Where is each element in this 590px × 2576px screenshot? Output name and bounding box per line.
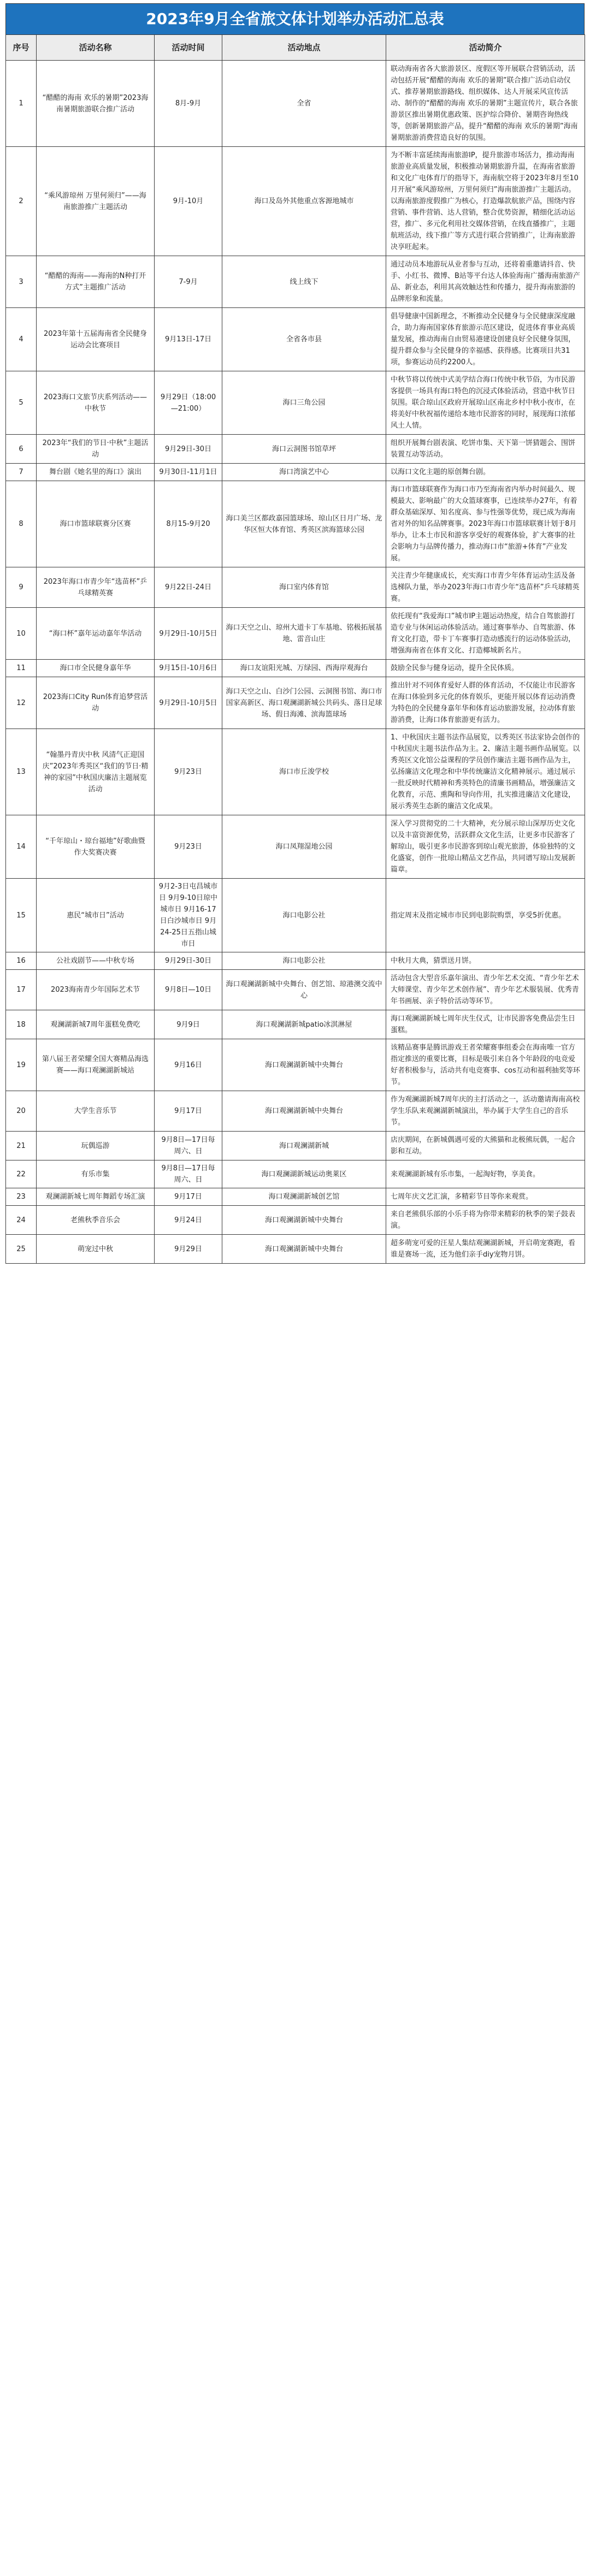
cell-name: 海口市篮球联赛分区赛 xyxy=(37,481,155,567)
cell-intro: 组织开展舞台剧表演、吃饼市集、天下第一饼猜题会、围饼装置互动等活动。 xyxy=(386,435,585,464)
cell-intro: 深入学习贯彻党的二十大精神，充分展示琼山深厚历史文化以及丰富资源优势，活跃群众文化生活，让更多市民游客了解琼山，吸引更多市民游客到琼山观光旅游，体验独特的文化盛宴，创作一批琼山精品文艺作品，共同谱写琼山发展新篇章。 xyxy=(386,815,585,879)
cell-name: 2023海口文旅节庆系列活动——中秋节 xyxy=(37,371,155,435)
cell-place: 全省各市县 xyxy=(222,308,386,371)
table-row xyxy=(6,308,585,371)
cell-time: 9月-10月 xyxy=(155,147,222,256)
cell-number: 10 xyxy=(6,608,37,660)
cell-name: “醋醋的海南——海南的N种打开方式”主题推广活动 xyxy=(37,256,155,308)
table-row xyxy=(6,1091,585,1132)
table-row xyxy=(6,371,585,435)
cell-intro: 海口观澜湖新城七周年庆生仪式，让市民游客免费品尝生日蛋糕。 xyxy=(386,1010,585,1039)
cell-number: 13 xyxy=(6,729,37,815)
cell-number: 22 xyxy=(6,1160,37,1188)
page-title: 2023年9月全省旅文体计划举办活动汇总表 xyxy=(5,3,585,34)
cell-name: 2023年第十五届海南省全民健身运动会比赛项目 xyxy=(37,308,155,371)
cell-intro: 海口市篮球联赛作为海口市乃至海南省内举办时间最久、规模最大、影响最广的大众篮球赛事，已连续举办27年，有着群众基础深厚、知名度高、参与性强等优势，现已成为海南省对外的知名品牌赛事。2023年海口市篮球联赛计划于8月举办，让本土市民和游客享受好的观赛体验，扩大赛事的社会影响力与品牌传播力，推动海口市“旅游+体育”产业发展。 xyxy=(386,481,585,567)
cell-name: 观澜湖新城7周年蛋糕免费吃 xyxy=(37,1010,155,1039)
cell-intro: 指定周末及指定城市市民到电影院购票，享受5折优惠。 xyxy=(386,879,585,952)
table-header-row xyxy=(6,35,585,61)
cell-time: 9月2-3日屯昌城市日 9月9-10日琼中城市日 9月16-17日白沙城市日 9月24-25日五指山城市日 xyxy=(155,879,222,952)
cell-number: 16 xyxy=(6,952,37,970)
cell-place: 全省 xyxy=(222,61,386,147)
cell-time: 8月-9月 xyxy=(155,61,222,147)
cell-time: 9月29日-30日 xyxy=(155,435,222,464)
table-row xyxy=(6,815,585,879)
table-row xyxy=(6,1010,585,1039)
cell-number: 12 xyxy=(6,677,37,729)
cell-time: 9月29日（18:00—21:00） xyxy=(155,371,222,435)
cell-place: 海口观澜湖新城中央舞台 xyxy=(222,1039,386,1091)
cell-name: 惠民“城市日”活动 xyxy=(37,879,155,952)
cell-place: 海口观澜湖新城 xyxy=(222,1132,386,1160)
cell-place: 海口观澜湖新城创艺馆 xyxy=(222,1188,386,1206)
cell-time: 9月17日 xyxy=(155,1091,222,1132)
cell-name: 老熊秋季音乐会 xyxy=(37,1206,155,1235)
cell-time: 9月29日-10月5日 xyxy=(155,677,222,729)
table-row xyxy=(6,256,585,308)
cell-time: 9月29日-10月5日 xyxy=(155,608,222,660)
column-header-intro: 活动简介 xyxy=(386,35,585,61)
cell-intro: 以海口文化主题的原创舞台剧。 xyxy=(386,464,585,481)
cell-time: 9月16日 xyxy=(155,1039,222,1091)
cell-number: 18 xyxy=(6,1010,37,1039)
column-header-name: 活动名称 xyxy=(37,35,155,61)
cell-number: 4 xyxy=(6,308,37,371)
cell-name: 玩偶巡游 xyxy=(37,1132,155,1160)
cell-place: 海口市丘浚学校 xyxy=(222,729,386,815)
cell-name: 第八届王者荣耀全国大赛精品海选赛——海口观澜湖新城站 xyxy=(37,1039,155,1091)
table-row xyxy=(6,1188,585,1206)
cell-intro: 1、中秋国庆主题书法作品展览，以秀英区书法家协会创作的中秋国庆主题书法作品为主。2、廉洁主题书画作品展览。以秀英区文化馆公益课程的学员创作廉洁主题书画作品为主，弘扬廉洁文化理念和中华传统廉洁文化精神展示。通过展示一批反映时代精神和秀英特色的清廉书画精品，增强廉洁文化教育，示范、熏陶和导向作用，扎实推进廉洁文化建设，展示秀英生态新的廉洁文化成果。 xyxy=(386,729,585,815)
cell-place: 海口电影公社 xyxy=(222,879,386,952)
cell-name: 萌宠过中秋 xyxy=(37,1235,155,1264)
cell-intro: 倡导健康中国新理念，不断推动全民健身与全民健康深度融合，助力海南国家体育旅游示范区建设，促进体育事业高质量发展，推动海南自由贸易港建设创建良好全民健身氛围，提升群众参与全民健身的幸福感、获得感。比赛项目共31项，参赛运动员约2200人。 xyxy=(386,308,585,371)
cell-time: 9月8日—17日每周六、日 xyxy=(155,1160,222,1188)
cell-place: 海口凤翔湿地公园 xyxy=(222,815,386,879)
cell-name: 有乐市集 xyxy=(37,1160,155,1188)
table-row xyxy=(6,660,585,677)
cell-place: 海口三角公园 xyxy=(222,371,386,435)
column-header-time: 活动时间 xyxy=(155,35,222,61)
cell-place: 海口及岛外其他重点客源地城市 xyxy=(222,147,386,256)
table-row xyxy=(6,729,585,815)
table-row xyxy=(6,61,585,147)
cell-time: 9月24日 xyxy=(155,1206,222,1235)
column-header-place: 活动地点 xyxy=(222,35,386,61)
cell-time: 9月22日-24日 xyxy=(155,567,222,608)
cell-intro: 中秋节将以传统中式美学结合海口传统中秋节俗，为市民游客提供一场具有海口特色的沉浸式体验活动，营造中秋节日氛围。联合琼山区政府开展琼山区南北乡村中秋小夜市，在将美好中秋祝福传递给本地市民游客的同时，展现海口浓郁风土人情。 xyxy=(386,371,585,435)
cell-number: 19 xyxy=(6,1039,37,1091)
cell-intro: 作为观澜湖新城7周年庆的主打活动之一，活动邀请海南高校学生乐队来观澜湖新城演出，举办属于大学生自己的音乐节。 xyxy=(386,1091,585,1132)
cell-name: 观澜湖新城七周年舞蹈专场汇演 xyxy=(37,1188,155,1206)
cell-place: 海口天空之山、白沙门公园、云洞图书馆、海口市国家高新区、海口观澜湖新城公共码头、落日足球场、假日海滩、滨海篮球场 xyxy=(222,677,386,729)
cell-place: 海口湾演艺中心 xyxy=(222,464,386,481)
cell-number: 21 xyxy=(6,1132,37,1160)
cell-intro: 通过动员本地游玩从业者参与互动，还将着重邀请抖音、快手、小红书、微博、B站等平台达人体验海南广播海南旅游产品、新业态，利用其高效触达性和传播力，提升海南旅游的品牌形象和流量。 xyxy=(386,256,585,308)
table-row xyxy=(6,464,585,481)
cell-intro: 为不断丰富延续海南旅游IP，提升旅游市场活力，推动海南旅游业高质量发展，积极推动暑期旅游升温，在海南省旅游和文化广电体育厅的指导下，海南航空将于2023年8月至10月开展“乘风游琼州，万里何须归”海南旅游推广主题活动。以海南旅游度假推广为核心，打造爆款航旅产品，围绕内容营销、事件营销、达人营销，整合优势资源，精细化活动运营，推广、多元化利用社交媒体营销，在线直播推广，主题航班活动，线下推广等方式进行联合营销推广，让海南旅游决享旺起来。 xyxy=(386,147,585,256)
cell-place: 海口观澜湖新城运动奥莱区 xyxy=(222,1160,386,1188)
cell-intro: 超多萌宠可爱的汪星人集结观澜湖新城，开启萌宠赛跑，看谁是赛场一流，还为他们亲手diy宠物月饼。 xyxy=(386,1235,585,1264)
cell-number: 5 xyxy=(6,371,37,435)
cell-place: 海口天空之山、琼州大道卡丁车基地、铭极拓展基地、雷音山庄 xyxy=(222,608,386,660)
table-row xyxy=(6,1160,585,1188)
cell-name: 舞台剧《她名里的海口》演出 xyxy=(37,464,155,481)
table-row xyxy=(6,1235,585,1264)
cell-intro: 活动包含大型音乐嘉年演出、青少年艺术交流、“青少年艺术大师课堂、青少年艺术创作展”、青少年艺术服装展、优秀青年书画展、亲子特价活动等环节。 xyxy=(386,970,585,1010)
cell-name: 海口市全民健身嘉年华 xyxy=(37,660,155,677)
cell-time: 9月13日-17日 xyxy=(155,308,222,371)
cell-time: 9月15日-10月6日 xyxy=(155,660,222,677)
events-table xyxy=(5,34,585,1264)
cell-time: 9月23日 xyxy=(155,815,222,879)
cell-number: 23 xyxy=(6,1188,37,1206)
cell-number: 17 xyxy=(6,970,37,1010)
cell-intro: 七周年庆文艺汇演，多精彩节目等你来观赏。 xyxy=(386,1188,585,1206)
cell-time: 9月17日 xyxy=(155,1188,222,1206)
table-row xyxy=(6,1039,585,1091)
cell-time: 9月8日—17日每周六、日 xyxy=(155,1132,222,1160)
cell-place: 线上线下 xyxy=(222,256,386,308)
cell-number: 15 xyxy=(6,879,37,952)
cell-time: 9月30日-11月1日 xyxy=(155,464,222,481)
cell-time: 9月8日—10日 xyxy=(155,970,222,1010)
table-row xyxy=(6,879,585,952)
cell-time: 9月9日 xyxy=(155,1010,222,1039)
cell-number: 7 xyxy=(6,464,37,481)
cell-name: “千年琼山・琼台福地”好歌曲暨作大奖赛决赛 xyxy=(37,815,155,879)
cell-intro: 关注青少年健康成长，充实海口市青少年体育运动生活及备选梯队力量，举办2023年海口市青少年“选苗杯”乒乓球精英赛。 xyxy=(386,567,585,608)
table-row xyxy=(6,1206,585,1235)
table-body xyxy=(6,61,585,1264)
cell-number: 2 xyxy=(6,147,37,256)
cell-time: 8月15-9月20 xyxy=(155,481,222,567)
cell-intro: 店庆期间，在新城偶遇可爱的大熊猫和北极熊玩偶，一起合影和互动。 xyxy=(386,1132,585,1160)
table-row xyxy=(6,435,585,464)
cell-name: 2023年“我们的节日·中秋”主题活动 xyxy=(37,435,155,464)
cell-number: 1 xyxy=(6,61,37,147)
cell-name: 大学生音乐节 xyxy=(37,1091,155,1132)
table-row xyxy=(6,677,585,729)
cell-time: 9月29日 xyxy=(155,1235,222,1264)
cell-intro: 来自老熊俱乐部的小乐手将为你带来精彩的秋季的架子鼓表演。 xyxy=(386,1206,585,1235)
cell-place: 海口观澜湖新城中央舞台 xyxy=(222,1235,386,1264)
cell-time: 7-9月 xyxy=(155,256,222,308)
cell-name: 公社戏剧节——中秋专场 xyxy=(37,952,155,970)
table-row xyxy=(6,567,585,608)
cell-intro: 依托现有“我爱海口”城市IP主题运动热度，结合自驾旅游打造专业与休闲运动体验活动。通过赛事举办、自驾旅游、体育文化打造，带卡丁车赛事打造动感流行的运动体验活动，增强海南省在体育文化、打造椰城新名片。 xyxy=(386,608,585,660)
table-row xyxy=(6,481,585,567)
cell-place: 海口友谊阳光城、万绿园、西海岸观海台 xyxy=(222,660,386,677)
cell-name: “海口杯”嘉年运动嘉年华活动 xyxy=(37,608,155,660)
cell-number: 25 xyxy=(6,1235,37,1264)
cell-number: 11 xyxy=(6,660,37,677)
cell-name: “醋醋的海南 欢乐的暑期”2023海南暑期旅游联合推广活动 xyxy=(37,61,155,147)
table-row xyxy=(6,147,585,256)
cell-number: 3 xyxy=(6,256,37,308)
cell-name: “乘风游琼州 万里何须归”——海南旅游推广主题活动 xyxy=(37,147,155,256)
table-row xyxy=(6,608,585,660)
table-row xyxy=(6,1132,585,1160)
cell-place: 海口观澜湖新城中央舞台 xyxy=(222,1091,386,1132)
table-row xyxy=(6,970,585,1010)
cell-number: 9 xyxy=(6,567,37,608)
cell-place: 海口室内体育馆 xyxy=(222,567,386,608)
cell-intro: 来观澜湖新城有乐市集，一起淘好物，享美食。 xyxy=(386,1160,585,1188)
cell-name: 2023年海口市青少年“选苗杯”乒乓球精英赛 xyxy=(37,567,155,608)
cell-intro: 中秋月大典，猜票送月饼。 xyxy=(386,952,585,970)
cell-number: 6 xyxy=(6,435,37,464)
column-header-number: 序号 xyxy=(6,35,37,61)
cell-intro: 推出针对不同体育爱好人群的体育活动，不仅能让市民游客在海口体验到多元化的体育娱乐，更能开展以体育运动消费为特色的全民健身嘉年华和体育运动旅游发展，拉动体育旅游消费，让海口体育旅游更有活力。 xyxy=(386,677,585,729)
cell-number: 14 xyxy=(6,815,37,879)
cell-time: 9月29日-30日 xyxy=(155,952,222,970)
cell-time: 9月23日 xyxy=(155,729,222,815)
cell-place: 海口云洞图书馆草坪 xyxy=(222,435,386,464)
cell-place: 海口美兰区都政嘉园篮球场、琼山区日月广场、龙华区恒大体育馆、秀英区滨海篮球公园 xyxy=(222,481,386,567)
cell-place: 海口观澜湖新城patio冰淇淋屋 xyxy=(222,1010,386,1039)
cell-name: 2023海口City Run体育追梦营活动 xyxy=(37,677,155,729)
cell-intro: 该精品赛事是腾讯游戏王者荣耀赛事组委会在海南唯一官方指定推送的重要比赛，目标是吸引来自各个年龄段的电竞爱好者积极参与，活动共有电竞赛事、cos互动和福利抽奖等环节。 xyxy=(386,1039,585,1091)
cell-number: 24 xyxy=(6,1206,37,1235)
cell-name: “翰墨丹青庆中秋 风清气正迎国庆”2023年秀英区“我们的节日·精神的家园”中秋国庆廉洁主题展览活动 xyxy=(37,729,155,815)
cell-place: 海口电影公社 xyxy=(222,952,386,970)
cell-number: 8 xyxy=(6,481,37,567)
page xyxy=(5,3,585,1264)
cell-number: 20 xyxy=(6,1091,37,1132)
cell-name: 2023海南青少年国际艺术节 xyxy=(37,970,155,1010)
cell-intro: 鼓励全民参与健身运动，提升全民体质。 xyxy=(386,660,585,677)
cell-place: 海口观澜湖新城中央舞台 xyxy=(222,1206,386,1235)
cell-place: 海口观澜湖新城中央舞台、创艺馆、琼港澳交流中心 xyxy=(222,970,386,1010)
table-row xyxy=(6,952,585,970)
cell-intro: 联动海南省各大旅游景区、度假区等开展联合营销活动，活动包括开展“醋醋的海南 欢乐的暑期”联合推广活动启动仪式、推荐暑期旅游路线、组织媒体、达人开展采风宣传活动、制作的“醋醋的海南 欢乐的暑期”主题宣传片，联合各旅游景区推出暑期优惠政策、医护综合降价、暑期咨询热线等，创新暑期旅游产品，提升“醋醋的海南 欢乐的暑期”海南暑期旅游消费营造良好的氛围。 xyxy=(386,61,585,147)
